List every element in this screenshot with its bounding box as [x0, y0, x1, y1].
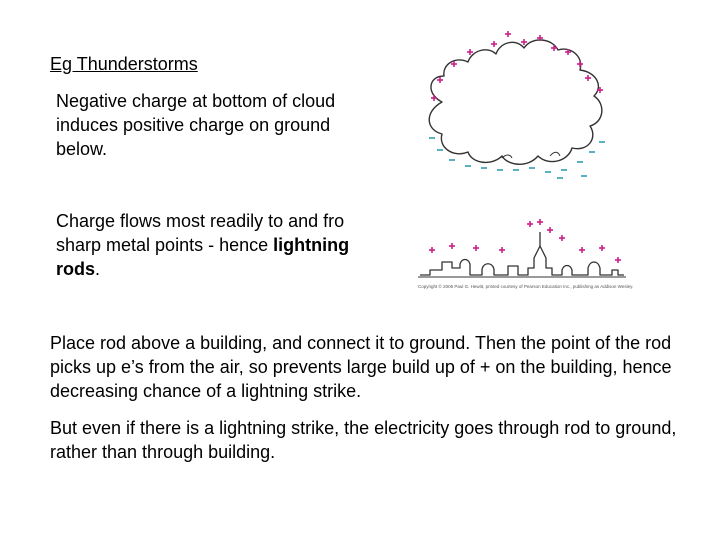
positive-charges: [429, 31, 621, 263]
plus-charge: [437, 77, 443, 83]
plus-charge: [615, 257, 621, 263]
plus-charge: [599, 245, 605, 251]
thunderstorm-illustration: [412, 24, 634, 296]
plus-charge: [547, 227, 553, 233]
plus-charge: [491, 41, 497, 47]
paragraph-lightning-rods: [56, 209, 356, 281]
ground-skyline: [420, 246, 624, 275]
plus-charge: [429, 247, 435, 253]
paragraph-rod-placement: Place rod above a building, and connect it to ground. Then the point of the rod picks up e’s from the air, so prevents large build up of + on the building, hence decreasing chance of a lightning strike.: [50, 333, 672, 401]
paragraph-lightning-rods-text: Charge flows most readily to and fro sharp metal points - hence: [56, 211, 345, 255]
paragraph-lightning-strike: But even if there is a lightning strike, the electricity goes through rod to ground, rather than through building.: [50, 418, 677, 462]
plus-charge: [585, 75, 591, 81]
plus-charge: [577, 61, 583, 67]
lightning-rods-bold: lightning rods: [56, 235, 350, 279]
plus-charge: [449, 243, 455, 249]
negative-charges: [429, 138, 605, 178]
plus-charge: [467, 49, 473, 55]
plus-charge: [505, 31, 511, 37]
paragraph-lightning-rods-end: .: [95, 259, 101, 279]
copyright-note: Copyright © 2006 Paul G. Hewitt, printed courtesy of Pearson Education Inc., publishing as Addison Wesley.: [418, 284, 634, 289]
plus-charge: [527, 221, 533, 227]
cloud-detail: [502, 152, 560, 158]
plus-charge: [537, 219, 543, 225]
cloud-outline: [429, 40, 602, 164]
plus-charge: [473, 245, 479, 251]
paragraph-charge-induction: Negative charge at bottom of cloud induces positive charge on ground below.: [56, 91, 336, 159]
plus-charge: [499, 247, 505, 253]
plus-charge: [579, 247, 585, 253]
slide-heading: Eg Thunderstorms: [50, 54, 198, 74]
plus-charge: [559, 235, 565, 241]
plus-charge: [521, 39, 527, 45]
plus-charge: [431, 95, 437, 101]
